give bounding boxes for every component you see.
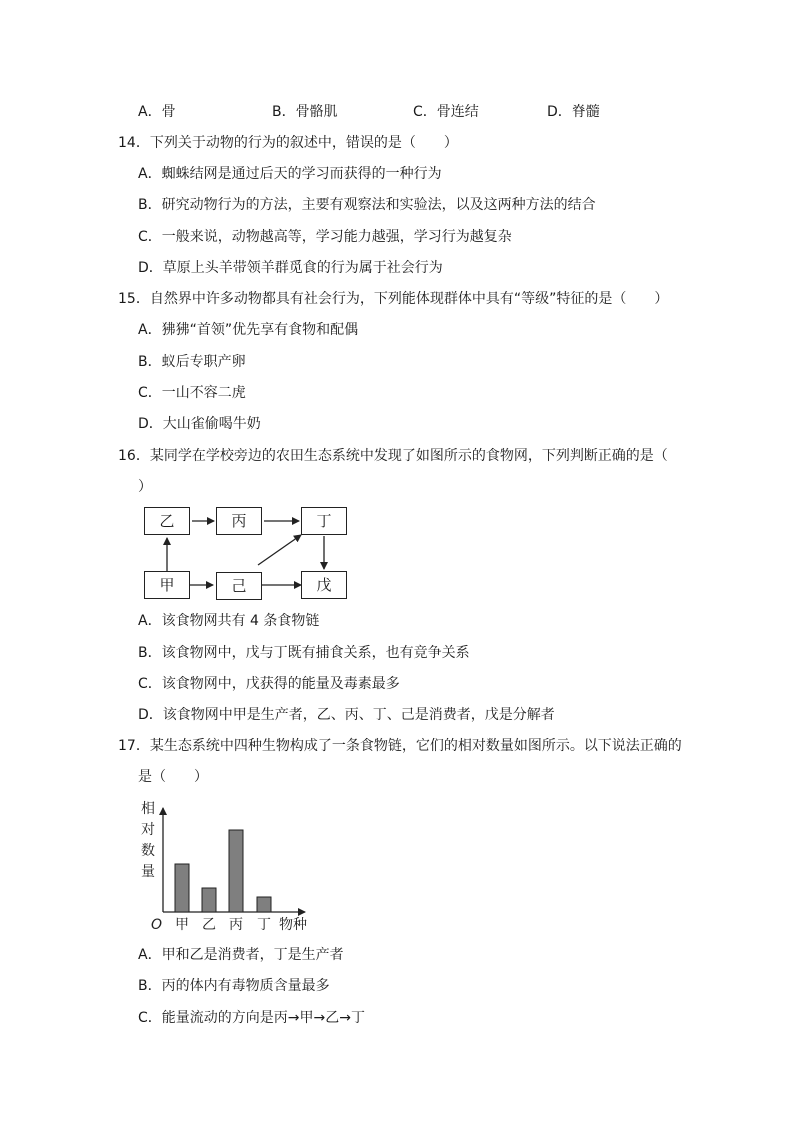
node-ji: 己 bbox=[216, 572, 262, 600]
q16-option-c: C．该食物网中，戊获得的能量及毒素最多 bbox=[138, 676, 400, 692]
q14-option-c: C．一般来说，动物越高等，学习能力越强，学习行为越复杂 bbox=[138, 229, 512, 245]
q17-stem-line2: 是（ ） bbox=[138, 769, 208, 785]
x-tick-label: 丙 bbox=[229, 917, 243, 933]
node-jia: 甲 bbox=[144, 571, 190, 599]
q16-option-a: A．该食物网共有 4 条食物链 bbox=[138, 613, 320, 629]
q17-option-c: C．能量流动的方向是丙→甲→乙→丁 bbox=[138, 1010, 365, 1026]
q13-option-d: D．脊髓 bbox=[547, 104, 600, 120]
node-bing: 丙 bbox=[216, 507, 262, 535]
x-tick-label: 甲 bbox=[175, 917, 189, 933]
bar-3 bbox=[257, 897, 271, 912]
q14-option-a: A．蜘蛛结网是通过后天的学习而获得的一种行为 bbox=[138, 166, 442, 182]
q17-option-a: A．甲和乙是消费者，丁是生产者 bbox=[138, 947, 344, 963]
q15-stem: 15．自然界中许多动物都具有社会行为，下列能体现群体中具有“等级”特征的是（ ） bbox=[118, 291, 669, 307]
q13-option-b: B．骨骼肌 bbox=[272, 104, 338, 120]
q16-stem-line1: 16．某同学在学校旁边的农田生态系统中发现了如图所示的食物网，下列判断正确的是（ bbox=[118, 448, 668, 464]
q15-option-b: B．蚁后专职产卵 bbox=[138, 354, 246, 370]
q13-option-a: A．骨 bbox=[138, 104, 176, 120]
y-label-char: 相 bbox=[141, 801, 155, 817]
q15-option-d: D．大山雀偷喝牛奶 bbox=[138, 416, 261, 432]
q14-option-d: D．草原上头羊带领羊群觅食的行为属于社会行为 bbox=[138, 260, 443, 276]
bar-0 bbox=[175, 864, 189, 912]
q14-option-b: B．研究动物行为的方法，主要有观察法和实验法，以及这两种方法的结合 bbox=[138, 197, 596, 213]
q15-option-a: A．狒狒“首领”优先享有食物和配偶 bbox=[138, 322, 359, 338]
arrow-ji-to-ding bbox=[258, 535, 301, 565]
q16-stem-line2: ） bbox=[138, 479, 152, 495]
q17-option-b: B．丙的体内有毒物质含量最多 bbox=[138, 978, 330, 994]
origin-label: O bbox=[151, 917, 163, 933]
bar-2 bbox=[229, 830, 243, 912]
node-ding: 丁 bbox=[301, 507, 347, 535]
bar-1 bbox=[202, 888, 216, 912]
q15-option-c: C．一山不容二虎 bbox=[138, 385, 246, 401]
y-axis-label bbox=[141, 800, 155, 880]
q14-stem: 14．下列关于动物的行为的叙述中，错误的是（ ） bbox=[118, 135, 458, 151]
x-tick-label: 乙 bbox=[202, 917, 216, 933]
q13-option-c: C．骨连结 bbox=[413, 104, 479, 120]
q17-stem-line1: 17．某生态系统中四种生物构成了一条食物链，它们的相对数量如图所示。以下说法正确的 bbox=[118, 738, 682, 754]
x-axis-label: 物种 bbox=[279, 917, 307, 933]
y-label-char: 数 bbox=[141, 843, 155, 859]
y-label-char: 对 bbox=[141, 822, 155, 838]
x-tick-label: 丁 bbox=[257, 917, 271, 933]
q13-options bbox=[0, 102, 794, 122]
y-label-char: 量 bbox=[141, 864, 155, 880]
node-yi: 乙 bbox=[144, 507, 190, 535]
q16-option-b: B．该食物网中，戊与丁既有捕食关系，也有竞争关系 bbox=[138, 645, 470, 661]
node-wu: 戊 bbox=[301, 571, 347, 599]
q16-option-d: D．该食物网中甲是生产者，乙、丙、丁、己是消费者，戊是分解者 bbox=[138, 707, 555, 723]
